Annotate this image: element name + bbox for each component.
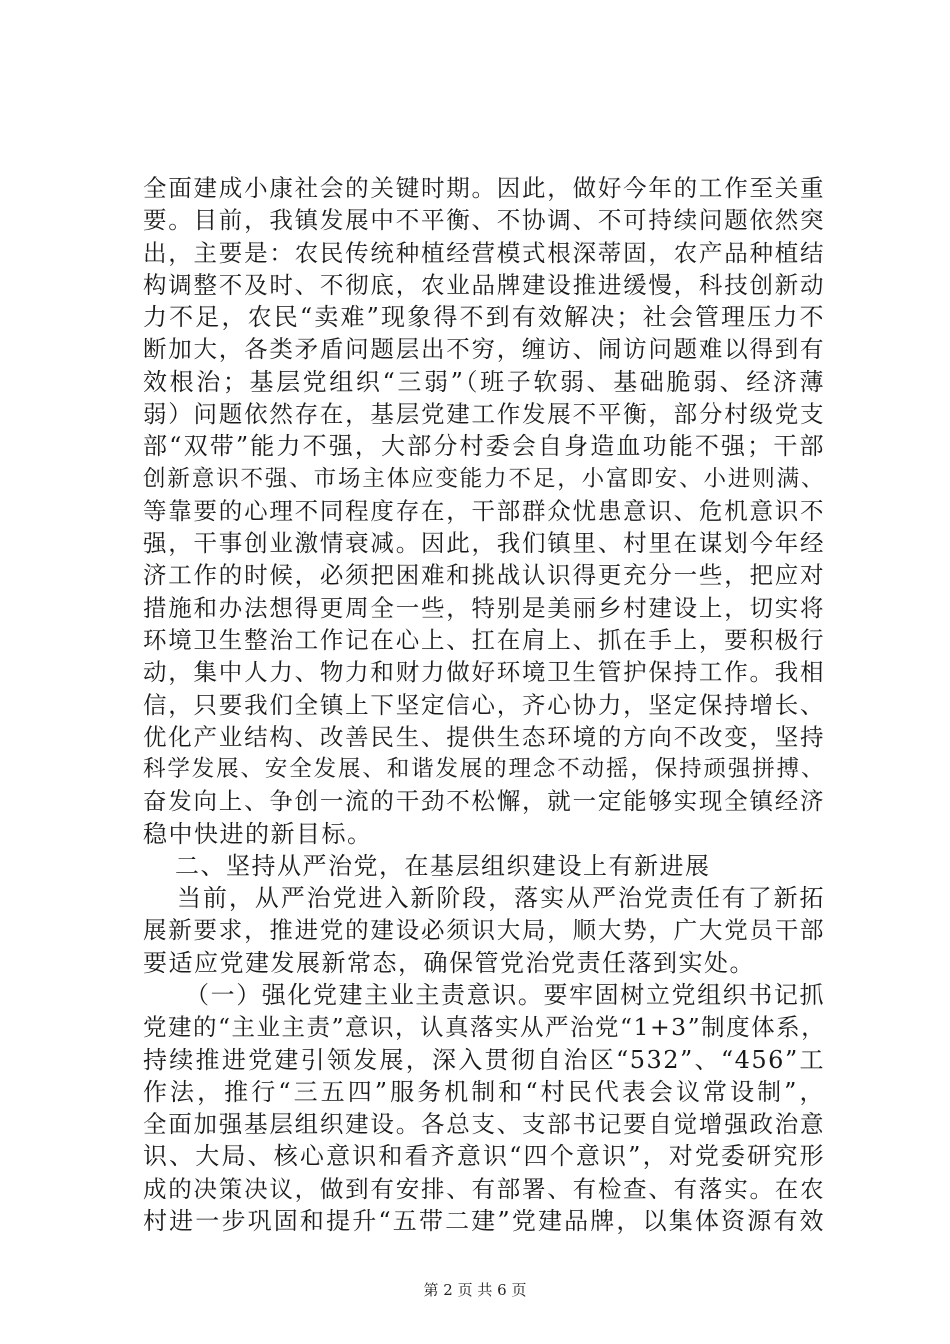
- text-line: 全面加强基层组织建设。各总支、支部书记要自觉增强政治意: [143, 1110, 825, 1139]
- text-line: 创新意识不强、市场主体应变能力不足，小富即安、小进则满、: [143, 465, 825, 492]
- text-line: 稳中快进的新目标。: [143, 819, 373, 848]
- text-line: 科学发展、安全发展、和谐发展的理念不动摇，保持顽强拼搏、: [143, 756, 825, 783]
- text-line: 要适应党建发展新常态，确保管党治党责任落到实处。: [143, 948, 755, 977]
- text-line: 济工作的时候，必须把困难和挑战认识得更充分一些，把应对: [143, 561, 825, 590]
- text-line: 断加大，各类矛盾问题层出不穷，缠访、闹访问题难以得到有: [143, 335, 825, 364]
- text-line: 构调整不及时、不彻底，农业品牌建设推进缓慢，科技创新动: [143, 270, 825, 299]
- text-line: 效根治；基层党组织“三弱”（班子软弱、基础脆弱、经济薄: [143, 367, 825, 396]
- text-line: 力不足，农民“卖难”现象得不到有效解决；社会管理压力不: [143, 303, 825, 332]
- page-footer: 第 2 页 共 6 页: [423, 1281, 527, 1299]
- text-line: 展新要求，推进党的建设必须识大局，顺大势，广大党员干部: [143, 916, 825, 945]
- text-line: 奋发向上、争创一流的干劲不松懈，就一定能够实现全镇经济: [143, 787, 825, 816]
- text-line: 信，只要我们全镇上下坚定信心，齐心协力，坚定保持增长、: [143, 690, 825, 719]
- text-line: 强，干事创业激情衰减。因此，我们镇里、村里在谋划今年经: [143, 529, 825, 558]
- text-line: 动，集中人力、物力和财力做好环境卫生管护保持工作。我相: [143, 658, 825, 687]
- text-line: 当前，从严治党进入新阶段，落实从严治党责任有了新拓: [177, 884, 825, 913]
- text-line: 环境卫生整治工作记在心上、扛在肩上、抓在手上，要积极行: [143, 625, 825, 654]
- text-line: 优化产业结构、改善民生、提供生态环境的方向不改变，坚持: [143, 722, 825, 751]
- text-line: 要。目前，我镇发展中不平衡、不协调、不可持续问题依然突: [143, 206, 825, 235]
- text-line: 弱）问题依然存在，基层党建工作发展不平衡，部分村级党支: [143, 399, 825, 428]
- text-line: 党建的“主业主责”意识，认真落实从严治党“1+3”制度体系，: [143, 1013, 827, 1042]
- section-heading: 二、坚持从严治党，在基层组织建设上有新进展: [175, 851, 711, 880]
- text-line: 村进一步巩固和提升“五带二建”党建品牌，以集体资源有效: [143, 1207, 825, 1235]
- text-line: 作法，推行“三五四”服务机制和“村民代表会议常设制”，: [143, 1077, 825, 1106]
- text-line: 全面建成小康社会的关键时期。因此，做好今年的工作至关重: [143, 174, 825, 202]
- text-line: 成的决策决议，做到有安排、有部署、有检查、有落实。在农: [143, 1174, 825, 1203]
- text-line: 出，主要是：农民传统种植经营模式根深蒂固，农产品种植结: [143, 238, 825, 267]
- text-line: 部“双带”能力不强，大部分村委会自身造血功能不强；干部: [143, 432, 825, 461]
- subsection-heading-line: （一）强化党建主业主责意识。要牢固树立党组织书记抓: [185, 981, 825, 1010]
- text-line: 措施和办法想得更周全一些，特别是美丽乡村建设上，切实将: [143, 593, 825, 622]
- text-line: 持续推进党建引领发展，深入贯彻自治区“532”、“456”工: [143, 1045, 825, 1074]
- text-line: 等靠要的心理不同程度存在，干部群众忧患意识、危机意识不: [143, 496, 825, 525]
- text-line: 识、大局、核心意识和看齐意识“四个意识”，对党委研究形: [143, 1142, 825, 1171]
